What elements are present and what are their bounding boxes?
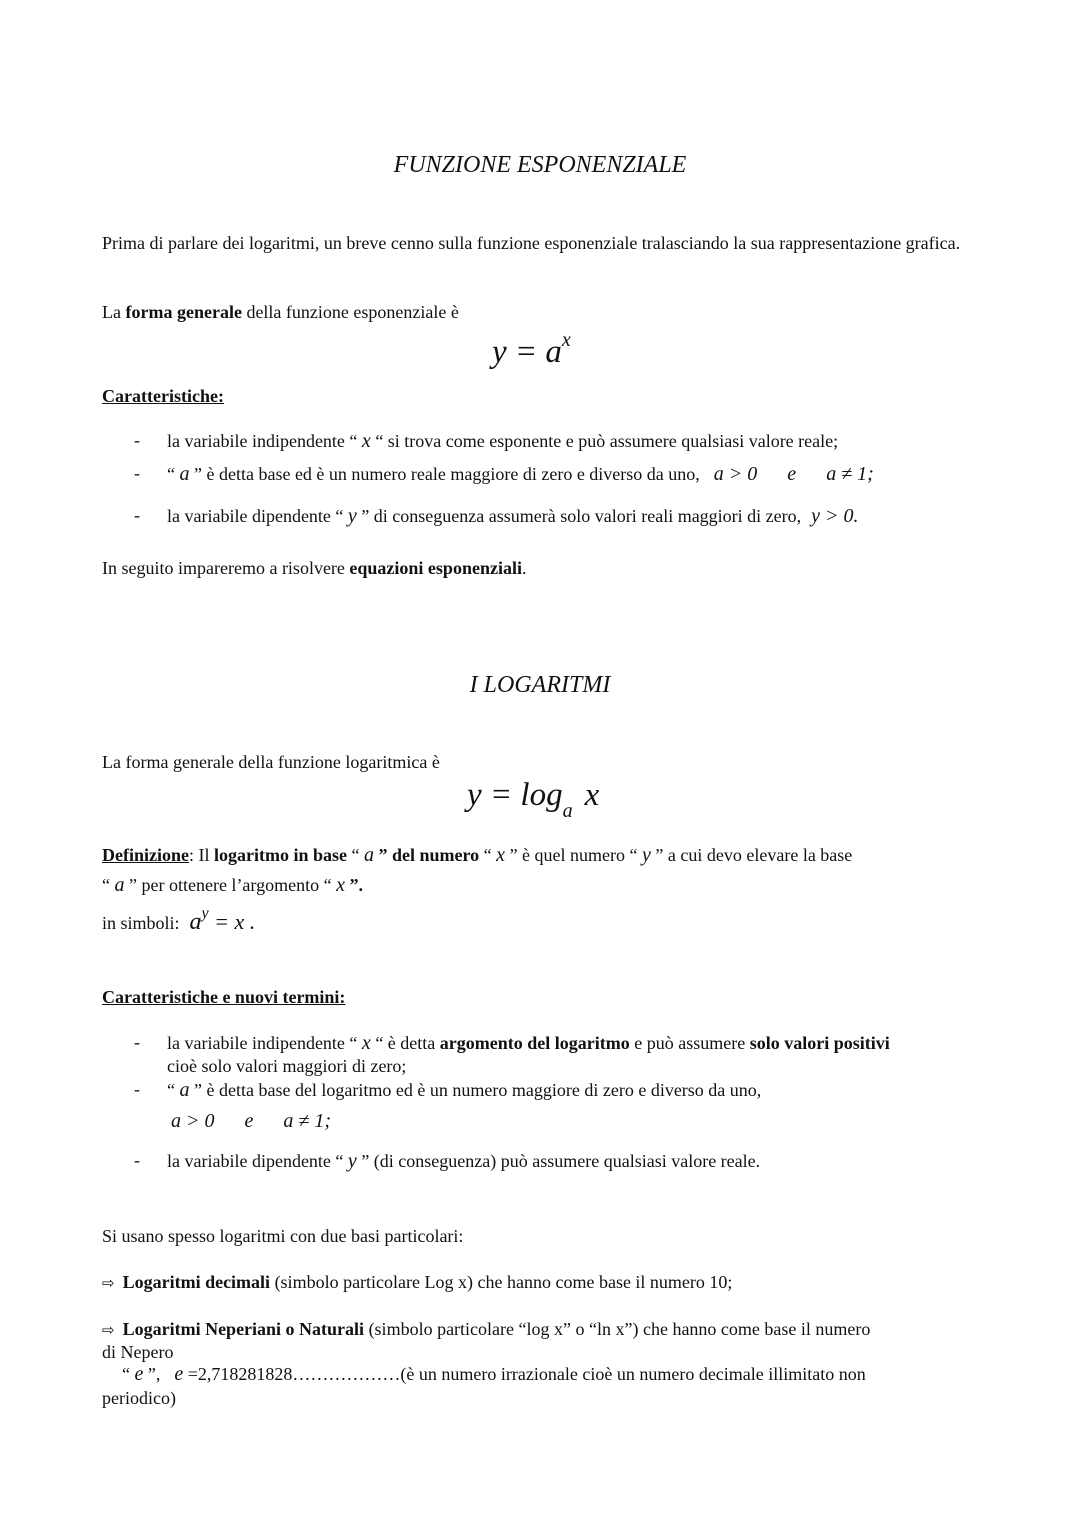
nep-e-post: ”, (143, 1364, 161, 1384)
log-natural-line4: periodico) (102, 1388, 176, 1408)
def-q1: “ (347, 845, 364, 865)
def-q4: ” è quel numero “ (505, 845, 643, 865)
log-formula (467, 777, 600, 822)
exp-b1-post: “ si trova come esponente e può assumere qualsiasi valore reale; (370, 431, 839, 451)
log-natural (102, 1318, 978, 1342)
exp-char-heading (102, 385, 978, 408)
bullet-dash: - (134, 1032, 140, 1052)
exp-bullet-1 (167, 430, 978, 453)
conj-e: e (244, 1110, 254, 1132)
exp-form-post: della funzione esponenziale è (241, 302, 459, 322)
bullet-dash: - (134, 1079, 140, 1099)
bullet-dash: - (134, 463, 140, 483)
c1-mid2: e può assumere (629, 1033, 750, 1053)
exp-form-pre: La (102, 302, 126, 322)
def-l2-post: ”. (344, 875, 363, 895)
c1-pre: la variabile indipendente “ (167, 1033, 362, 1053)
arrow-right-icon: ⇨ (102, 1321, 115, 1339)
symbols-rest: = x . (208, 909, 256, 934)
nep-e-pre: “ (122, 1364, 135, 1384)
log-bullet-2 (167, 1079, 978, 1102)
log-bullet-1-line2: cioè solo valori maggiori di zero; (167, 1056, 407, 1076)
nep-rest: (simbolo particolare “log x” o “ln x”) che hanno come base il numero (364, 1319, 871, 1339)
conj-e: e (787, 463, 797, 485)
var-y: y (642, 844, 651, 866)
var-a: a (179, 463, 190, 485)
def-bold-2: del numero (392, 845, 480, 865)
var-x: x (336, 874, 345, 896)
def-bold-1: logaritmo in base (214, 845, 347, 865)
log-decimal (102, 1271, 978, 1295)
nep-bold: Logaritmi Neperiani o Naturali (122, 1319, 365, 1339)
exp-formula-lhs: y = a (492, 334, 562, 370)
var-e: e (174, 1363, 184, 1385)
exp-seguito-pre: In seguito impareremo a risolvere (102, 558, 350, 578)
log-title: I LOGARITMI (469, 672, 611, 698)
var-x: x (361, 1032, 371, 1054)
var-x: x (496, 844, 506, 866)
exp-b3-post: ” di conseguenza assumerà solo valori reali maggiori di zero, (356, 506, 802, 526)
var-y: y (347, 505, 357, 527)
bullet-dash: - (134, 505, 140, 525)
log-formula-base: a (562, 799, 573, 822)
log-bullet-1 (167, 1032, 978, 1055)
exp-seguito-bold: equazioni esponenziali (349, 558, 522, 578)
log-bullet-3 (167, 1150, 978, 1173)
exp-b1-pre: la variabile indipendente “ (167, 431, 362, 451)
cond-a-not-one: a ≠ 1; (826, 463, 874, 485)
exp-b2-pre: “ (167, 464, 180, 484)
cond-a-not-one: a ≠ 1; (283, 1110, 332, 1132)
c3-post: ” (di conseguenza) può assumere qualsiasi valore reale. (356, 1151, 761, 1171)
definition-label: Definizione (102, 845, 189, 865)
bullet-dash: - (134, 430, 140, 450)
var-e: e (134, 1363, 144, 1385)
symbols-base: a (189, 909, 202, 935)
c3-pre: la variabile dipendente “ (167, 1151, 348, 1171)
symbols-label: in simboli: (102, 913, 180, 933)
cond-y-positive: y > 0. (811, 505, 859, 527)
symbols-exp: y (201, 905, 209, 922)
var-a: a (179, 1079, 190, 1101)
exp-formula-exponent: x (561, 329, 571, 351)
log-definition-line2 (102, 874, 978, 897)
dec-rest: (simbolo particolare Log x) che hanno come base il numero 10; (270, 1272, 733, 1292)
cond-a-positive: a > 0 (713, 463, 758, 485)
c1-mid: “ è detta (370, 1033, 440, 1053)
def-l2-pre: “ (102, 875, 115, 895)
log-form-line: La forma generale della funzione logaritmica è (102, 752, 440, 772)
c1-bold-2: solo valori positivi (749, 1033, 890, 1053)
exp-intro: Prima di parlare dei logaritmi, un breve cenno sulla funzione esponenziale tralasciando la sua rappresentazione grafica. (102, 233, 961, 253)
cond-a-positive: a > 0 (171, 1110, 215, 1132)
log-symbols (102, 906, 978, 935)
exp-title: FUNZIONE ESPONENZIALE (393, 152, 687, 178)
bases-intro: Si usano spesso logaritmi con due basi particolari: (102, 1226, 464, 1246)
def-rest: ” a cui devo elevare la base (650, 845, 853, 865)
var-a: a (114, 874, 125, 896)
log-definition (102, 844, 978, 867)
bullet-dash: - (134, 1150, 140, 1170)
var-a: a (364, 844, 374, 866)
def-colon: : Il (189, 845, 214, 865)
var-x: x (361, 430, 371, 452)
c1-bold-1: argomento del logaritmo (439, 1033, 630, 1053)
log-natural-line3 (102, 1363, 978, 1386)
exp-seguito (102, 557, 978, 580)
log-char-heading (102, 986, 978, 1009)
exp-form-bold: forma generale (125, 302, 242, 322)
c2-pre: “ (167, 1080, 180, 1100)
exp-char-heading-text: Caratteristiche: (102, 386, 224, 406)
exp-seguito-post: . (521, 558, 527, 578)
exp-bullet-2 (167, 463, 978, 486)
exp-b2-post: ” è detta base ed è un numero reale maggiore di zero e diverso da uno, (189, 464, 700, 484)
exp-formula (492, 329, 571, 371)
arrow-right-icon: ⇨ (102, 1274, 115, 1292)
c2-post: ” è detta base del logaritmo ed è un numero maggiore di zero e diverso da uno, (189, 1080, 762, 1100)
exp-bullet-3 (167, 505, 978, 528)
var-y: y (347, 1150, 357, 1172)
def-q2: ” (374, 845, 392, 865)
def-l2-mid: ” per ottenere l’argomento “ (124, 875, 337, 895)
log-bullet-2-line2 (167, 1110, 978, 1133)
nep-value: =2,718281828………………(è un numero irrazionale cioè un numero decimale illimitato non (183, 1364, 866, 1384)
def-q3: “ (479, 845, 497, 865)
log-formula-lhs: y = log (467, 777, 563, 813)
exp-form-line (102, 301, 978, 324)
log-natural-line2: di Nepero (102, 1342, 174, 1362)
log-char-heading-text: Caratteristiche e nuovi termini: (102, 987, 346, 1007)
dec-bold: Logaritmi decimali (122, 1272, 271, 1292)
exp-b3-pre: la variabile dipendente “ (167, 506, 348, 526)
log-formula-arg: x (584, 777, 600, 813)
